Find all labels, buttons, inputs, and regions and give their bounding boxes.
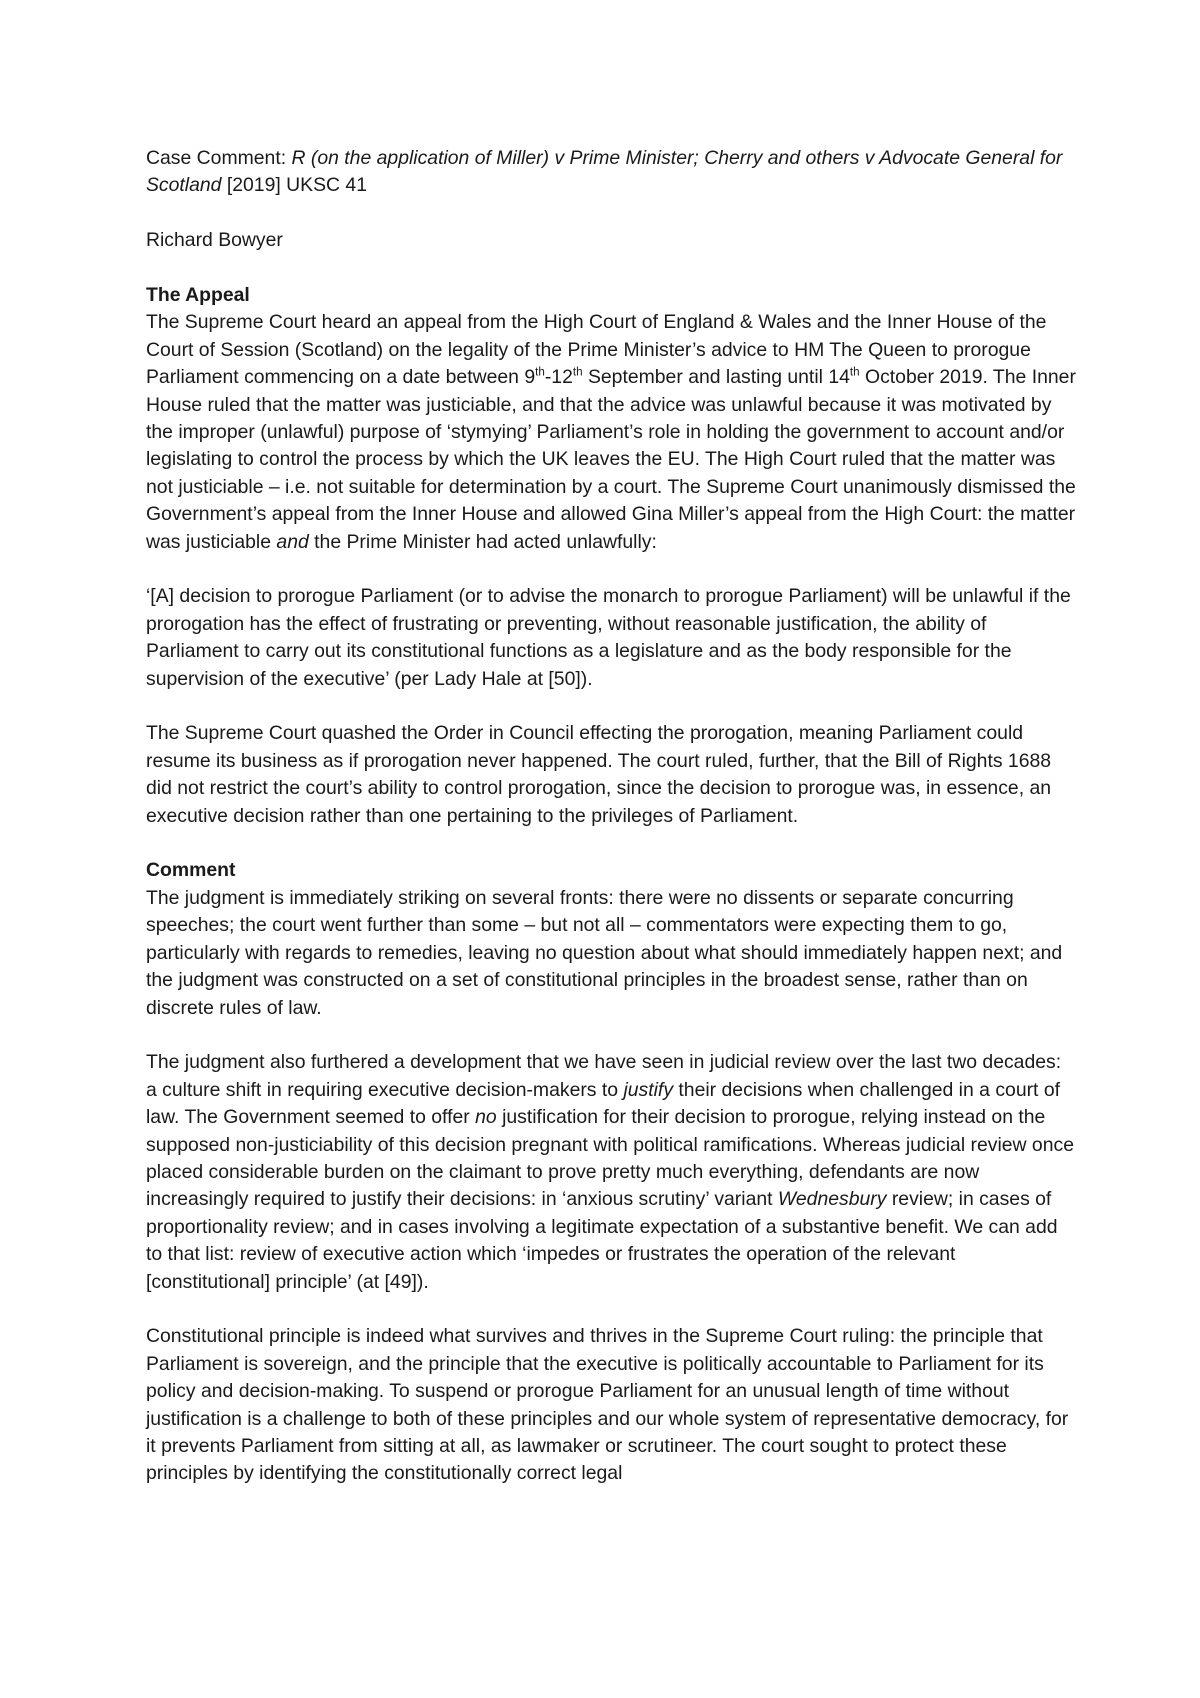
- appeal-quote: ‘[A] decision to prorogue Parliament (or to advise the monarch to prorogue Parliament) will be unlawful if the prorogation has the effect of frustrating or preventing, without reasonable justification, the ability of Parliament to carry out its constitutional functions as a legislature and as the body responsible for the supervision of the executive’ (per Lady Hale at [50]).: [146, 585, 1071, 690]
- case-citation: [2019] UKSC 41: [221, 174, 367, 197]
- appeal-paragraph-2: The Supreme Court quashed the Order in Council effecting the prorogation, meaning Parliament could resume its business as if prorogation never happened. The court ruled, further, that the Bill of Rights 1688 did not restrict the court’s ability to control prorogation, since the decision to prorogue was, in essence, an executive decision rather than one pertaining to the privileges of Parliament.: [146, 722, 1052, 827]
- comment-paragraph-3: Constitutional principle is indeed what survives and thrives in the Supreme Court ruling: the principle that Parliament is sovereign, and the principle that the executive is politically accountable to Parliament for its policy and decision-making. To suspend or prorogue Parliament for an unusual length of time without justification is a challenge to both of these principles and our whole system of representative democracy, for it prevents Parliament from sitting at all, as lawmaker or scrutineer. The court sought to protect these principles by identifying the constitutionally correct legal: [146, 1325, 1069, 1485]
- section-heading-appeal: The Appeal: [146, 284, 250, 306]
- comment-paragraph-1: The judgment is immediately striking on several fronts: there were no dissents or separate concurring speeches; the court went further than some – but not all – commentators were expecting them to go, particularly with regards to remedies, leaving no question about what should immediately happen next; and the judgment was constructed on a set of constitutional principles in the broadest sense, rather than on discrete rules of law.: [146, 886, 1063, 1019]
- document-body: [146, 145, 1076, 1488]
- section-heading-comment: Comment: [146, 859, 236, 882]
- author-name: Richard Bowyer: [146, 229, 283, 252]
- comment-paragraph-2: The judgment also furthered a development that we have seen in judicial review over the last two decades: a culture shift in requiring executive decision-makers to justify their decisions when challenged in a court of law. The Government seemed to offer no justification for their decision to prorogue, relying instead on the supposed non-justiciability of this decision pregnant with political ramifications. Whereas judicial review once placed considerable burden on the claimant to prove pretty much everything, defendants are now increasingly required to justify their decisions: in ‘anxious scrutiny’ variant Wednesbury review; in cases of proportionality review; and in cases involving a legitimate expectation of a substantive benefit. We can add to that list: review of executive action which ‘impedes or frustrates the operation of the relevant [constitutional] principle’ (at [49]).: [146, 1051, 1074, 1293]
- appeal-paragraph-1: The Supreme Court heard an appeal from the High Court of England & Wales and the Inner House of the Court of Session (Scotland) on the legality of the Prime Minister’s advice to HM The Queen to prorogue Parliament commencing on a date between 9th-12th September and lasting until 14th October 2019. The Inner House ruled that the matter was justiciable, and that the advice was unlawful because it was motivated by the improper (unlawful) purpose of ‘stymying’ Parliament’s role in holding the government to account and/or legislating to control the process by which the UK leaves the EU. The High Court ruled that the matter was not justiciable – i.e. not suitable for determination by a court. The Supreme Court unanimously dismissed the Government’s appeal from the Inner House and allowed Gina Miller’s appeal from the High Court: the matter was justiciable and the Prime Minister had acted unlawfully:: [146, 311, 1076, 553]
- document-title: Case Comment: R (on the application of Miller) v Prime Minister; Cherry and others v Advocate General for Scotland [2019] UKSC 41: [146, 147, 1063, 197]
- case-name: R (on the application of Miller) v Prime Minister; Cherry and others v Advocate General for Scotland: [146, 147, 1063, 197]
